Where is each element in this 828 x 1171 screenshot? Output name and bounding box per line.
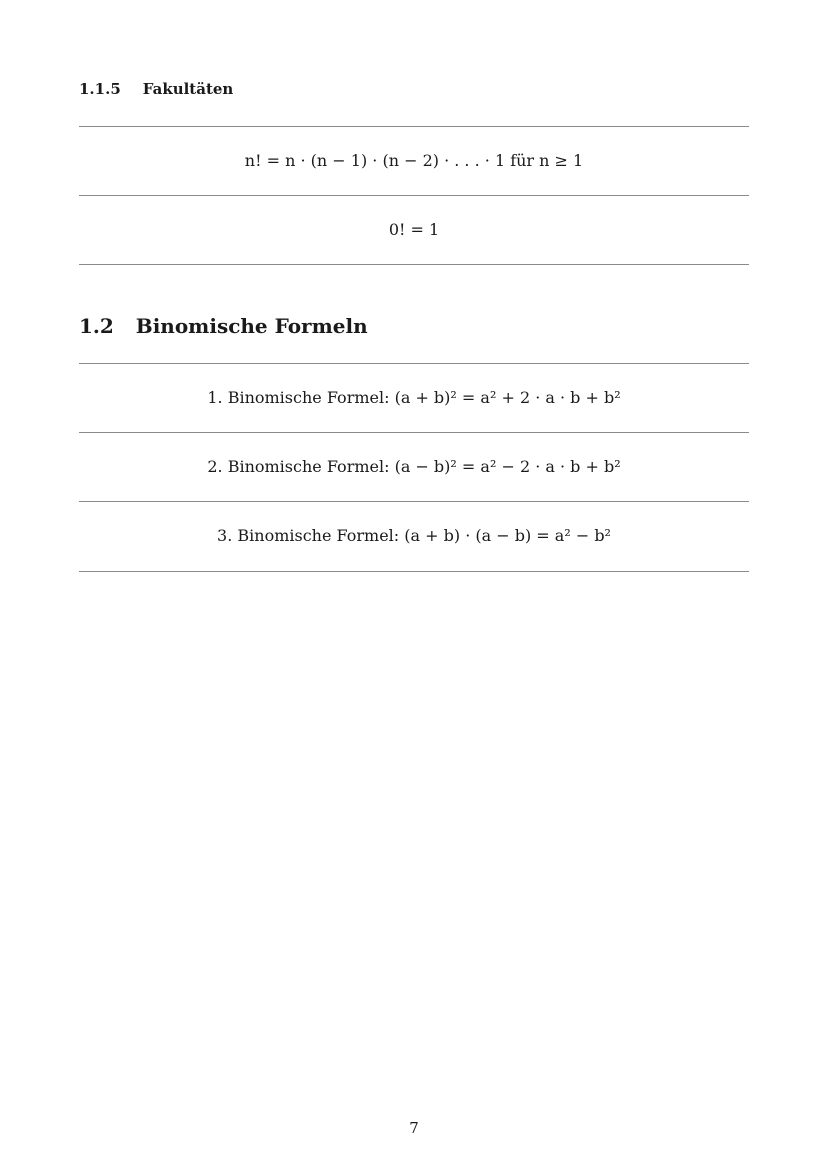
table-rule <box>79 571 749 572</box>
table-rule <box>79 264 749 265</box>
table-rule <box>79 501 749 502</box>
table-rule <box>79 363 749 364</box>
table-rule <box>79 195 749 196</box>
section-number: 1.2 <box>79 314 114 338</box>
subsection-number: 1.1.5 <box>79 80 121 98</box>
section-heading <box>79 314 368 338</box>
binomial-formula-2: 2. Binomische Formel: (a − b)² = a² − 2 · a · b + b² <box>207 457 621 476</box>
table-rule <box>79 432 749 433</box>
subsection-heading <box>79 80 233 98</box>
section-title: Binomische Formeln <box>135 314 368 338</box>
subsection-title: Fakultäten <box>142 80 234 98</box>
page-number: 7 <box>409 1119 419 1137</box>
factorial-definition: n! = n · (n − 1) · (n − 2) · . . . · 1 für n ≥ 1 <box>244 151 584 170</box>
table-rule <box>79 126 749 127</box>
factorial-zero: 0! = 1 <box>388 220 440 239</box>
binomial-formula-1: 1. Binomische Formel: (a + b)² = a² + 2 · a · b + b² <box>207 388 621 407</box>
binomial-formula-3: 3. Binomische Formel: (a + b) · (a − b) = a² − b² <box>217 526 611 545</box>
